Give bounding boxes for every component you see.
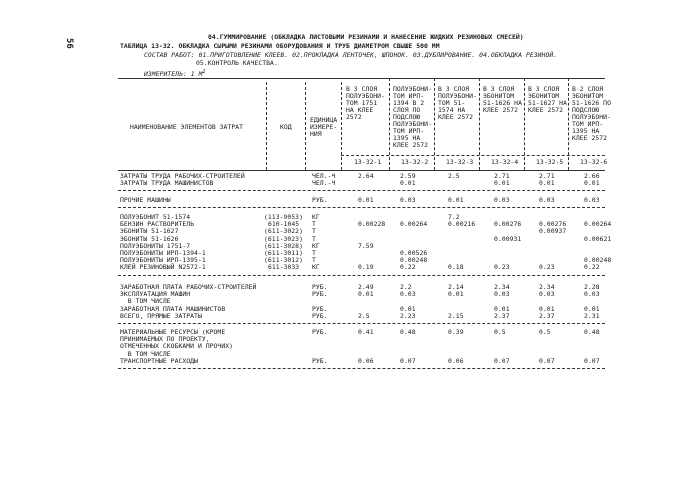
row-code: (113-9053): [264, 213, 303, 221]
meter-label: [144, 69, 206, 78]
row-name: ПОЛУЭБОНИТ 51-1574: [120, 213, 191, 221]
row-value: 0.01: [358, 196, 374, 204]
unit-column-header: ИЗМЕРЕ-: [310, 123, 338, 131]
row-name: ЗАТРАТЫ ТРУДА РАБОЧИХ-СТРОИТЕЛЕЙ: [120, 172, 245, 180]
row-value: 0.00276: [539, 220, 567, 229]
variant-description-line: ПОЛУЭБОНИ-: [572, 113, 611, 121]
row-value: 2.37: [494, 311, 510, 320]
variant-description-line: В 3 СЛОЯ: [528, 85, 560, 93]
row-value: 2.37: [539, 311, 555, 320]
variant-code: 13-32-5: [536, 158, 564, 166]
variant-description-line: ПОДСЛОЮ: [393, 113, 421, 121]
header-column-rule: [434, 78, 435, 170]
row-value: 0.00276: [494, 220, 522, 229]
variant-description-line: ЭБОНИТОМ: [528, 92, 560, 100]
row-value: 0.23: [539, 263, 555, 272]
row-name: КЛЕЙ РЕЗИНОВЫЙ N2572-1: [120, 263, 206, 272]
variant-code: 13-32-2: [401, 158, 429, 166]
variant-code: 13-32-3: [446, 158, 474, 166]
section-title: 04.ГУММИРОВАНИЕ (ОБКЛАДКА ЛИСТОВЫМИ РЕЗИНАМИ И НАНЕСЕНИЕ ЖИДКИХ РЕЗИНОВЫХ СМЕСЕЙ): [208, 33, 524, 41]
row-unit: РУБ.: [312, 356, 328, 365]
row-value: 0.01: [448, 196, 464, 204]
variant-description-line: 2572: [346, 113, 362, 121]
row-code: 610-1045: [268, 220, 300, 229]
variant-description-line: ПОЛУЭБОНИ-: [346, 92, 385, 100]
row-unit: РУБ.: [312, 311, 328, 320]
row-unit: РУБ.: [312, 196, 328, 204]
row-value: 0.00931: [494, 234, 522, 243]
row-value: 0.01: [448, 290, 464, 299]
row-value: 0.00621: [584, 234, 612, 243]
variant-description-line: В 3 СЛОЯ: [438, 85, 470, 93]
code-column-header: КОД: [280, 123, 292, 131]
row-value: 2.34: [539, 283, 555, 291]
row-value: 0.03: [400, 290, 416, 299]
table-title: ТАБЛИЦА 13-32. ОБКЛАДКА СЫРЫМИ РЕЗИНАМИ ОБОРУДОВАНИЯ И ТРУБ ДИАМЕТРОМ СВЫШЕ 500 ММ: [120, 42, 440, 50]
row-value: 0.48: [584, 328, 600, 336]
header-column-rule: [568, 78, 569, 170]
row-value: 0.23: [494, 263, 510, 272]
row-value: 0.22: [584, 263, 600, 272]
variant-description-line: КЛЕЕ 2572: [393, 141, 429, 149]
row-value: 0.07: [584, 356, 600, 365]
row-value: 0.39: [448, 328, 464, 336]
row-unit: РУБ.: [312, 283, 328, 291]
row-value: 2.15: [448, 311, 464, 320]
variant-description-line: 1394 В 2: [393, 99, 425, 107]
variant-description-line: ТОМ ИРП-: [393, 127, 425, 135]
row-value: 2.66: [584, 172, 600, 180]
row-name: В ТОМ ЧИСЛЕ: [120, 349, 171, 358]
row-value: 0.00248: [400, 256, 428, 265]
row-name: ЭБОНИТЫ 51-1626: [120, 234, 179, 243]
variant-description-line: 1574 НА: [438, 106, 466, 114]
row-value: 0.03: [494, 290, 510, 299]
row-value: 0.03: [400, 196, 416, 204]
header-column-rule: [479, 78, 480, 170]
row-value: 0.5: [539, 328, 551, 336]
row-value: 0.03: [584, 196, 600, 204]
group-separator-rule: [118, 323, 605, 324]
variant-code: 13-32-1: [354, 158, 382, 166]
row-value: 0.01: [494, 304, 510, 313]
row-unit: РУБ.: [312, 328, 328, 336]
row-name: В ТОМ ЧИСЛЕ: [120, 297, 171, 306]
row-value: 0.18: [448, 263, 464, 272]
row-value: 0.01: [539, 304, 555, 313]
unit-column-header: ЕДИНИЦА: [310, 116, 338, 124]
variant-description-line: КЛЕЕ 2572: [528, 106, 564, 114]
variant-description-line: ПОЛУЭБОНИ-: [393, 120, 432, 128]
row-value: 0.00937: [539, 227, 567, 236]
row-code: (611-3012): [264, 256, 303, 265]
variant-description-line: КЛЕЕ 2572: [572, 134, 608, 142]
row-value: 0.01: [539, 179, 555, 188]
row-value: 0.03: [539, 290, 555, 299]
row-name: ЭБОНИТЫ 51-1627: [120, 227, 179, 236]
row-value: 0.03: [494, 196, 510, 204]
variant-code: 13-32-4: [491, 158, 519, 166]
page-number: 56: [64, 38, 74, 49]
name-column-header: НАИМЕНОВАНИЕ ЭЛЕМЕНТОВ ЗАТРАТ: [130, 123, 244, 131]
work-composition-line2: 05.КОНТРОЛЬ КАЧЕСТВА.: [196, 59, 278, 67]
row-value: 0.01: [584, 304, 600, 313]
row-value: 0.06: [448, 356, 464, 365]
variant-description-line: ТОМ ИРП-: [572, 120, 604, 128]
row-value: 0.22: [400, 263, 416, 272]
row-unit: КГ: [312, 241, 320, 250]
row-unit: ЧЕЛ.-Ч: [312, 172, 336, 180]
row-value: 0.01: [400, 304, 416, 313]
row-unit: ЧЕЛ.-Ч: [312, 179, 336, 188]
row-value: 2.71: [539, 172, 555, 180]
row-value: 0.00248: [584, 256, 612, 265]
variant-description-line: В 3 СЛОЯ: [483, 85, 515, 93]
row-name: ЗАРАБОТНАЯ ПЛАТА РАБОЧИХ-СТРОИТЕЛЕЙ: [120, 283, 257, 291]
row-name: ПОЛУЭБОНИТЫ ИРП-1395-1: [120, 256, 206, 265]
header-column-rule: [389, 78, 390, 170]
row-name: ПРОЧИЕ МАШИНЫ: [120, 196, 171, 204]
row-value: 7.59: [358, 241, 374, 250]
row-value: 0.00526: [400, 249, 428, 257]
variant-description-line: В 3 СЛОЯ: [346, 85, 378, 93]
variant-description-line: В 2 СЛОЯ: [572, 85, 604, 93]
header-column-rule: [266, 82, 267, 170]
row-value: 0.41: [358, 328, 374, 336]
meter-superscript: 2: [202, 69, 206, 75]
variant-description-line: 1395 НА: [572, 127, 600, 135]
header-column-rule: [305, 82, 306, 170]
row-value: 0.03: [539, 196, 555, 204]
row-value: 0.07: [494, 356, 510, 365]
header-bottom-rule: [118, 170, 605, 171]
variant-description-line: КЛЕЕ 2572: [483, 106, 519, 114]
row-code: (611-3028): [264, 241, 303, 250]
variant-code: 13-32-6: [580, 158, 608, 166]
row-name: ПОЛУЭБОНИТЫ 1751-7: [120, 241, 191, 250]
variant-description-line: НА КЛЕЕ: [346, 106, 374, 114]
row-name: ОТМЕЧЕННЫХ СКОБКАМИ И ПРОЧИХ): [120, 342, 234, 351]
group-separator-rule: [118, 207, 605, 208]
row-value: 0.19: [358, 263, 374, 272]
row-unit: Т: [312, 227, 316, 236]
row-value: 2.34: [494, 283, 510, 291]
row-unit: РУБ.: [312, 304, 328, 313]
row-value: 2.5: [358, 311, 370, 320]
row-unit: Т: [312, 220, 316, 229]
variant-description-line: КЛЕЕ 2572: [438, 113, 474, 121]
unit-column-header: НИЯ: [310, 130, 322, 138]
row-unit: Т: [312, 256, 316, 265]
variant-description-line: ПОЛУЭБОНИ-: [393, 85, 432, 93]
row-value: 2.2: [400, 283, 412, 291]
row-name: ТРАНСПОРТНЫЕ РАСХОДЫ: [120, 356, 198, 365]
row-name: ЭКСПЛУАТАЦИЯ МАШИН: [120, 290, 191, 299]
header-column-rule: [524, 78, 525, 170]
row-name: МАТЕРИАЛЬНЫЕ РЕСУРСЫ (КРОМЕ: [120, 328, 226, 336]
row-unit: КГ: [312, 213, 320, 221]
variant-description-line: ЭБОНИТОМ: [572, 92, 604, 100]
row-value: 0.48: [400, 328, 416, 336]
row-name: ЗАТРАТЫ ТРУДА МАШИНИСТОВ: [120, 179, 214, 188]
code-row-rule: [341, 155, 605, 156]
row-unit: КГ: [312, 263, 320, 272]
row-value: 0.01: [494, 179, 510, 188]
row-code: (611-3011): [264, 249, 303, 257]
row-value: 0.03: [584, 290, 600, 299]
variant-description-line: 51-1626 НА: [483, 99, 522, 107]
row-value: 0.01: [584, 179, 600, 188]
row-name: ВСЕГО, ПРЯМЫЕ ЗАТРАТЫ: [120, 311, 202, 320]
row-value: 2.23: [400, 311, 416, 320]
group-separator-rule: [118, 275, 605, 276]
row-name: ЗАРАБОТНАЯ ПЛАТА МАШИНИСТОВ: [120, 304, 226, 313]
row-value: 0.00264: [584, 220, 612, 229]
row-value: 0.00216: [448, 220, 476, 229]
row-value: 0.01: [400, 179, 416, 188]
variant-description-line: 51-1627 НА: [528, 99, 567, 107]
row-value: 2.64: [358, 172, 374, 180]
row-value: 2.71: [494, 172, 510, 180]
row-value: 2.31: [584, 311, 600, 320]
meter-text: ИЗМЕРИТЕЛЬ: 1 М: [144, 70, 203, 79]
row-name: БЕНЗИН РАСТВОРИТЕЛЬ: [120, 220, 195, 229]
row-value: 2.49: [358, 283, 374, 291]
row-value: 0.01: [358, 290, 374, 299]
variant-description-line: 1395 НА: [393, 134, 421, 142]
row-value: 0.00228: [358, 220, 386, 229]
row-value: 0.5: [494, 328, 506, 336]
work-composition-line1: СОСТАВ РАБОТ: 01.ПРИГОТОВЛЕНИЕ КЛЕЕВ. 02.ПРОКЛАДКА ЛЕНТОЧЕК, ШПОНОК. 03.ДУБЛИРОВАНИЕ. 04.ОБКЛАДКА РЕЗИНОЙ.: [144, 51, 558, 59]
variant-description-line: 51-1626 ПО: [572, 99, 611, 107]
row-value: 0.06: [358, 356, 374, 365]
variant-description-line: ПОЛУЭБОНИ-: [438, 92, 477, 100]
row-value: 0.00264: [400, 220, 428, 229]
variant-description-line: ЭБОНИТОМ: [483, 92, 515, 100]
row-unit: РУБ.: [312, 290, 328, 299]
header-top-rule: [118, 78, 605, 79]
row-name: ПОЛУЭБОНИТЫ ИРП-1394-1: [120, 249, 206, 257]
row-code: (611-3023): [264, 234, 303, 243]
row-value: 2.5: [448, 172, 460, 180]
row-value: 2.59: [400, 172, 416, 180]
row-code: 611-3033: [268, 263, 300, 272]
row-value: 2.14: [448, 283, 464, 291]
header-column-rule: [341, 82, 342, 170]
variant-description-line: ТОМ 51-: [438, 99, 466, 107]
variant-description-line: ПОДСЛОЮ: [572, 106, 600, 114]
row-value: 2.28: [584, 283, 600, 291]
row-value: 7.2: [448, 213, 460, 221]
group-separator-rule: [118, 190, 605, 191]
group-separator-rule: [118, 368, 605, 369]
row-code: (611-3022): [264, 227, 303, 236]
variant-description-line: СЛОЯ ПО: [393, 106, 421, 114]
variant-description-line: ТОМ ИРП-: [393, 92, 425, 100]
row-value: 0.07: [400, 356, 416, 365]
row-name: ПРИНИМАЕМЫХ ПО ПРОЕКТУ,: [120, 335, 210, 344]
row-unit: Т: [312, 234, 316, 243]
variant-description-line: ТОМ 1751: [346, 99, 378, 107]
row-unit: Т: [312, 249, 316, 257]
row-value: 0.07: [539, 356, 555, 365]
